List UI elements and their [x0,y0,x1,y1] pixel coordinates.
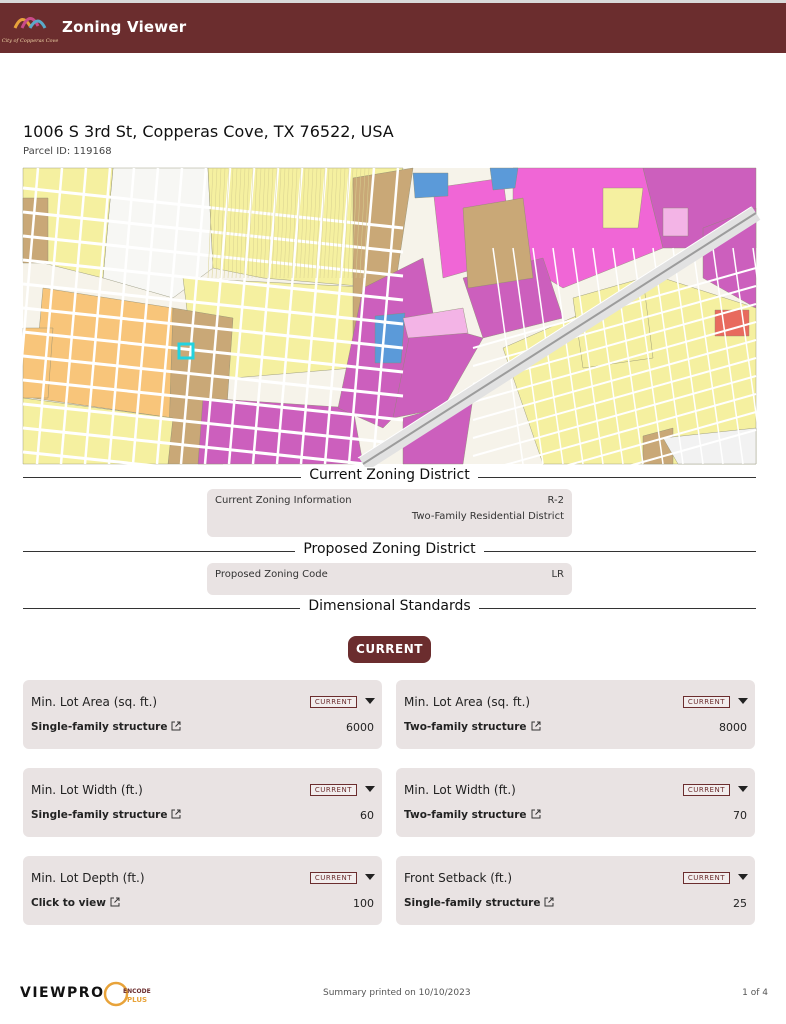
external-link-icon[interactable] [171,721,181,731]
current-zoning-label: Current Zoning Information [215,495,352,506]
standard-subtitle-text: Click to view [31,897,106,909]
external-link-icon[interactable] [171,809,181,819]
standard-value: 6000 [346,721,374,734]
current-toggle-button[interactable]: CURRENT [348,636,431,663]
zone-orange-block [33,288,173,418]
section-current-zoning [23,467,756,487]
standard-subtitle-text: Two-family structure [404,721,527,733]
proposed-zoning-label: Proposed Zoning Code [215,569,328,580]
current-zoning-card [207,489,572,537]
current-badge: CURRENT [683,696,730,708]
parcel-id: Parcel ID: 119168 [23,146,112,157]
standard-title: Front Setback (ft.) [404,871,513,885]
svg-text:ENCODE: ENCODE [123,988,151,995]
current-badge: CURRENT [310,872,357,884]
zone-residential-block [603,188,643,228]
current-badge: CURRENT [683,784,730,796]
standard-subtitle[interactable] [31,897,120,909]
section-current-zoning-title: Current Zoning District [301,467,477,483]
standard-title: Min. Lot Width (ft.) [31,783,143,797]
caret-down-icon[interactable] [365,698,375,704]
section-dimensional-standards [23,598,756,618]
standard-title: Min. Lot Area (sq. ft.) [404,695,531,709]
zone-light-pink-block [663,208,688,236]
encode-plus-logo [103,979,151,1009]
caret-down-icon[interactable] [738,874,748,880]
city-logo [1,8,59,48]
caret-down-icon[interactable] [365,874,375,880]
caret-down-icon[interactable] [738,698,748,704]
standard-card-lot-width-single[interactable] [23,768,382,837]
zone-two-family-block [463,198,533,288]
current-badge: CURRENT [310,696,357,708]
app-header [0,3,786,53]
printed-date: Summary printed on 10/10/2023 [323,988,471,998]
zoning-map[interactable] [23,168,756,464]
standard-title: Min. Lot Area (sq. ft.) [31,695,158,709]
current-badge: CURRENT [310,784,357,796]
current-zoning-description: Two-Family Residential District [411,511,564,522]
external-link-icon[interactable] [531,809,541,819]
caret-down-icon[interactable] [738,786,748,792]
external-link-icon[interactable] [544,897,554,907]
standard-value: 8000 [719,721,747,734]
parcel-address: 1006 S 3rd St, Copperas Cove, TX 76522, USA [23,122,394,141]
standard-card-front-setback[interactable] [396,856,755,925]
app-title: Zoning Viewer [62,18,187,36]
zoning-map-canvas[interactable] [23,168,756,464]
caret-down-icon[interactable] [365,786,375,792]
zone-blue-block [413,173,448,198]
section-proposed-zoning [23,541,756,561]
section-dimensional-title: Dimensional Standards [300,598,478,614]
standard-card-lot-depth[interactable] [23,856,382,925]
standard-title: Min. Lot Width (ft.) [404,783,516,797]
standard-subtitle[interactable] [31,721,181,733]
standard-subtitle-text: Single-family structure [404,897,541,909]
standard-card-lot-area-two[interactable] [396,680,755,749]
zone-blue-block [490,168,518,190]
standard-subtitle-text: Single-family structure [31,721,168,733]
viewpro-logo: VIEWPRO [20,985,105,1001]
external-link-icon[interactable] [531,721,541,731]
svg-text:City of Copperas Cove: City of Copperas Cove [1,38,59,44]
standard-subtitle-text: Two-family structure [404,809,527,821]
external-link-icon[interactable] [110,897,120,907]
map-street [753,248,783,464]
section-proposed-zoning-title: Proposed Zoning District [295,541,483,557]
page-count: 1 of 4 [742,988,768,998]
current-badge: CURRENT [683,872,730,884]
proposed-zoning-card [207,563,572,595]
standard-value: 70 [733,809,747,822]
standard-subtitle[interactable] [404,721,541,733]
standard-subtitle[interactable] [31,809,181,821]
standard-subtitle-text: Single-family structure [31,809,168,821]
standard-subtitle[interactable] [404,809,541,821]
standard-value: 100 [353,897,374,910]
standard-subtitle[interactable] [404,897,554,909]
standard-card-lot-width-two[interactable] [396,768,755,837]
current-zoning-code: R-2 [547,495,564,506]
svg-text:PLUS: PLUS [127,996,148,1004]
proposed-zoning-code: LR [551,569,564,580]
standard-value: 25 [733,897,747,910]
standard-value: 60 [360,809,374,822]
standard-card-lot-area-single[interactable] [23,680,382,749]
standard-title: Min. Lot Depth (ft.) [31,871,145,885]
